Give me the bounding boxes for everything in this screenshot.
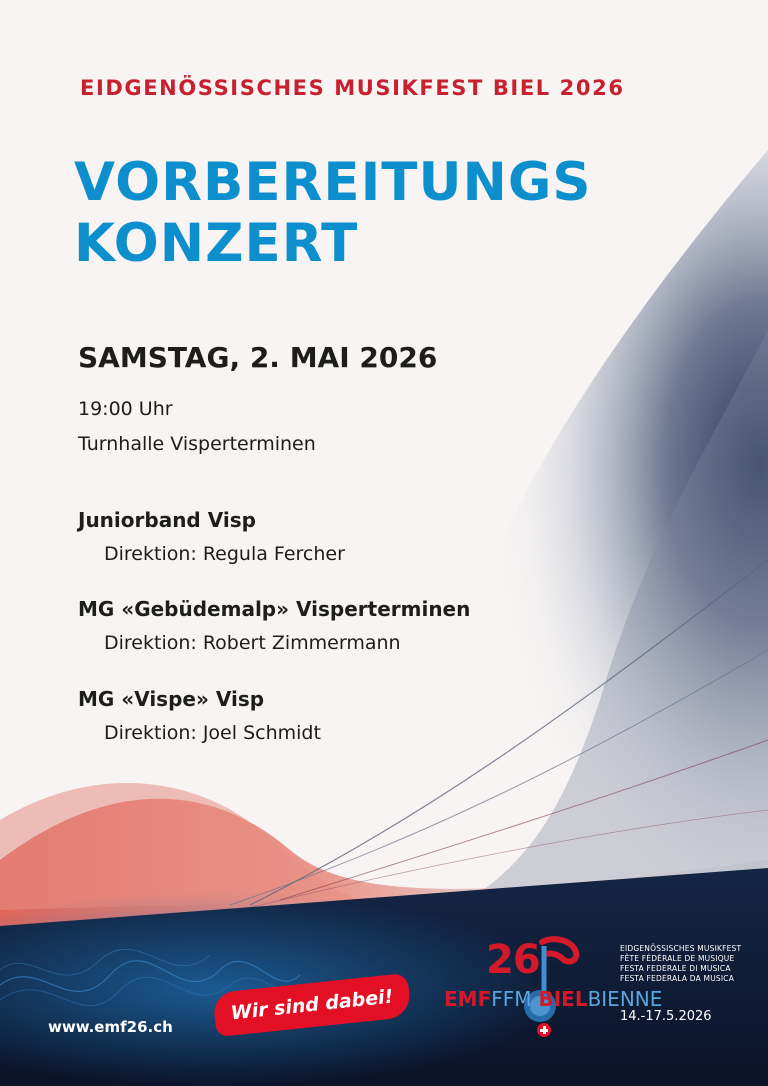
band-direction-1: Direktion: Regula Fercher [104,543,345,565]
logo-line-2: FÊTE FÉDÉRALE DE MUSIQUE [620,954,735,963]
logo-wordmark [444,987,662,1011]
band-name-1: Juniorband Visp [78,508,256,532]
logo-biel: BIEL [538,987,588,1011]
band-direction-3: Direktion: Joel Schmidt [104,722,321,744]
logo-number: 26 [486,937,540,983]
band-direction-2: Direktion: Robert Zimmermann [104,632,401,654]
festival-kicker: EIDGENÖSSISCHES MUSIKFEST BIEL 2026 [80,76,625,100]
swiss-cross-icon [537,1023,551,1037]
logo-ffm: FFM [491,987,532,1011]
band-name-3: MG «Vispe» Visp [78,687,265,711]
logo-bienne: BIENNE [587,987,663,1011]
band-name-2: MG «Gebüdemalp» Visperterminen [78,597,471,621]
festival-dates: 14.-17.5.2026 [620,1009,712,1024]
logo-emf: EMF [444,987,492,1011]
page-title [74,152,592,274]
wir-sind-dabei-sticker: Wir sind dabei! [212,973,412,1037]
event-venue: Turnhalle Visperterminen [78,433,316,455]
title-line-2: KONZERT [74,213,359,274]
title-line-1: VORBEREITUNGS [74,152,592,213]
logo-line-4: FESTA FEDERALA DA MUSICA [620,974,735,983]
website-link[interactable]: www.emf26.ch [48,1018,173,1036]
logo-line-1: EIDGENÖSSISCHES MUSIKFEST [620,944,742,953]
event-date: SAMSTAG, 2. MAI 2026 [78,341,438,374]
logo-line-3: FESTA FEDERALE DI MUSICA [620,964,731,973]
event-time: 19:00 Uhr [78,398,173,420]
